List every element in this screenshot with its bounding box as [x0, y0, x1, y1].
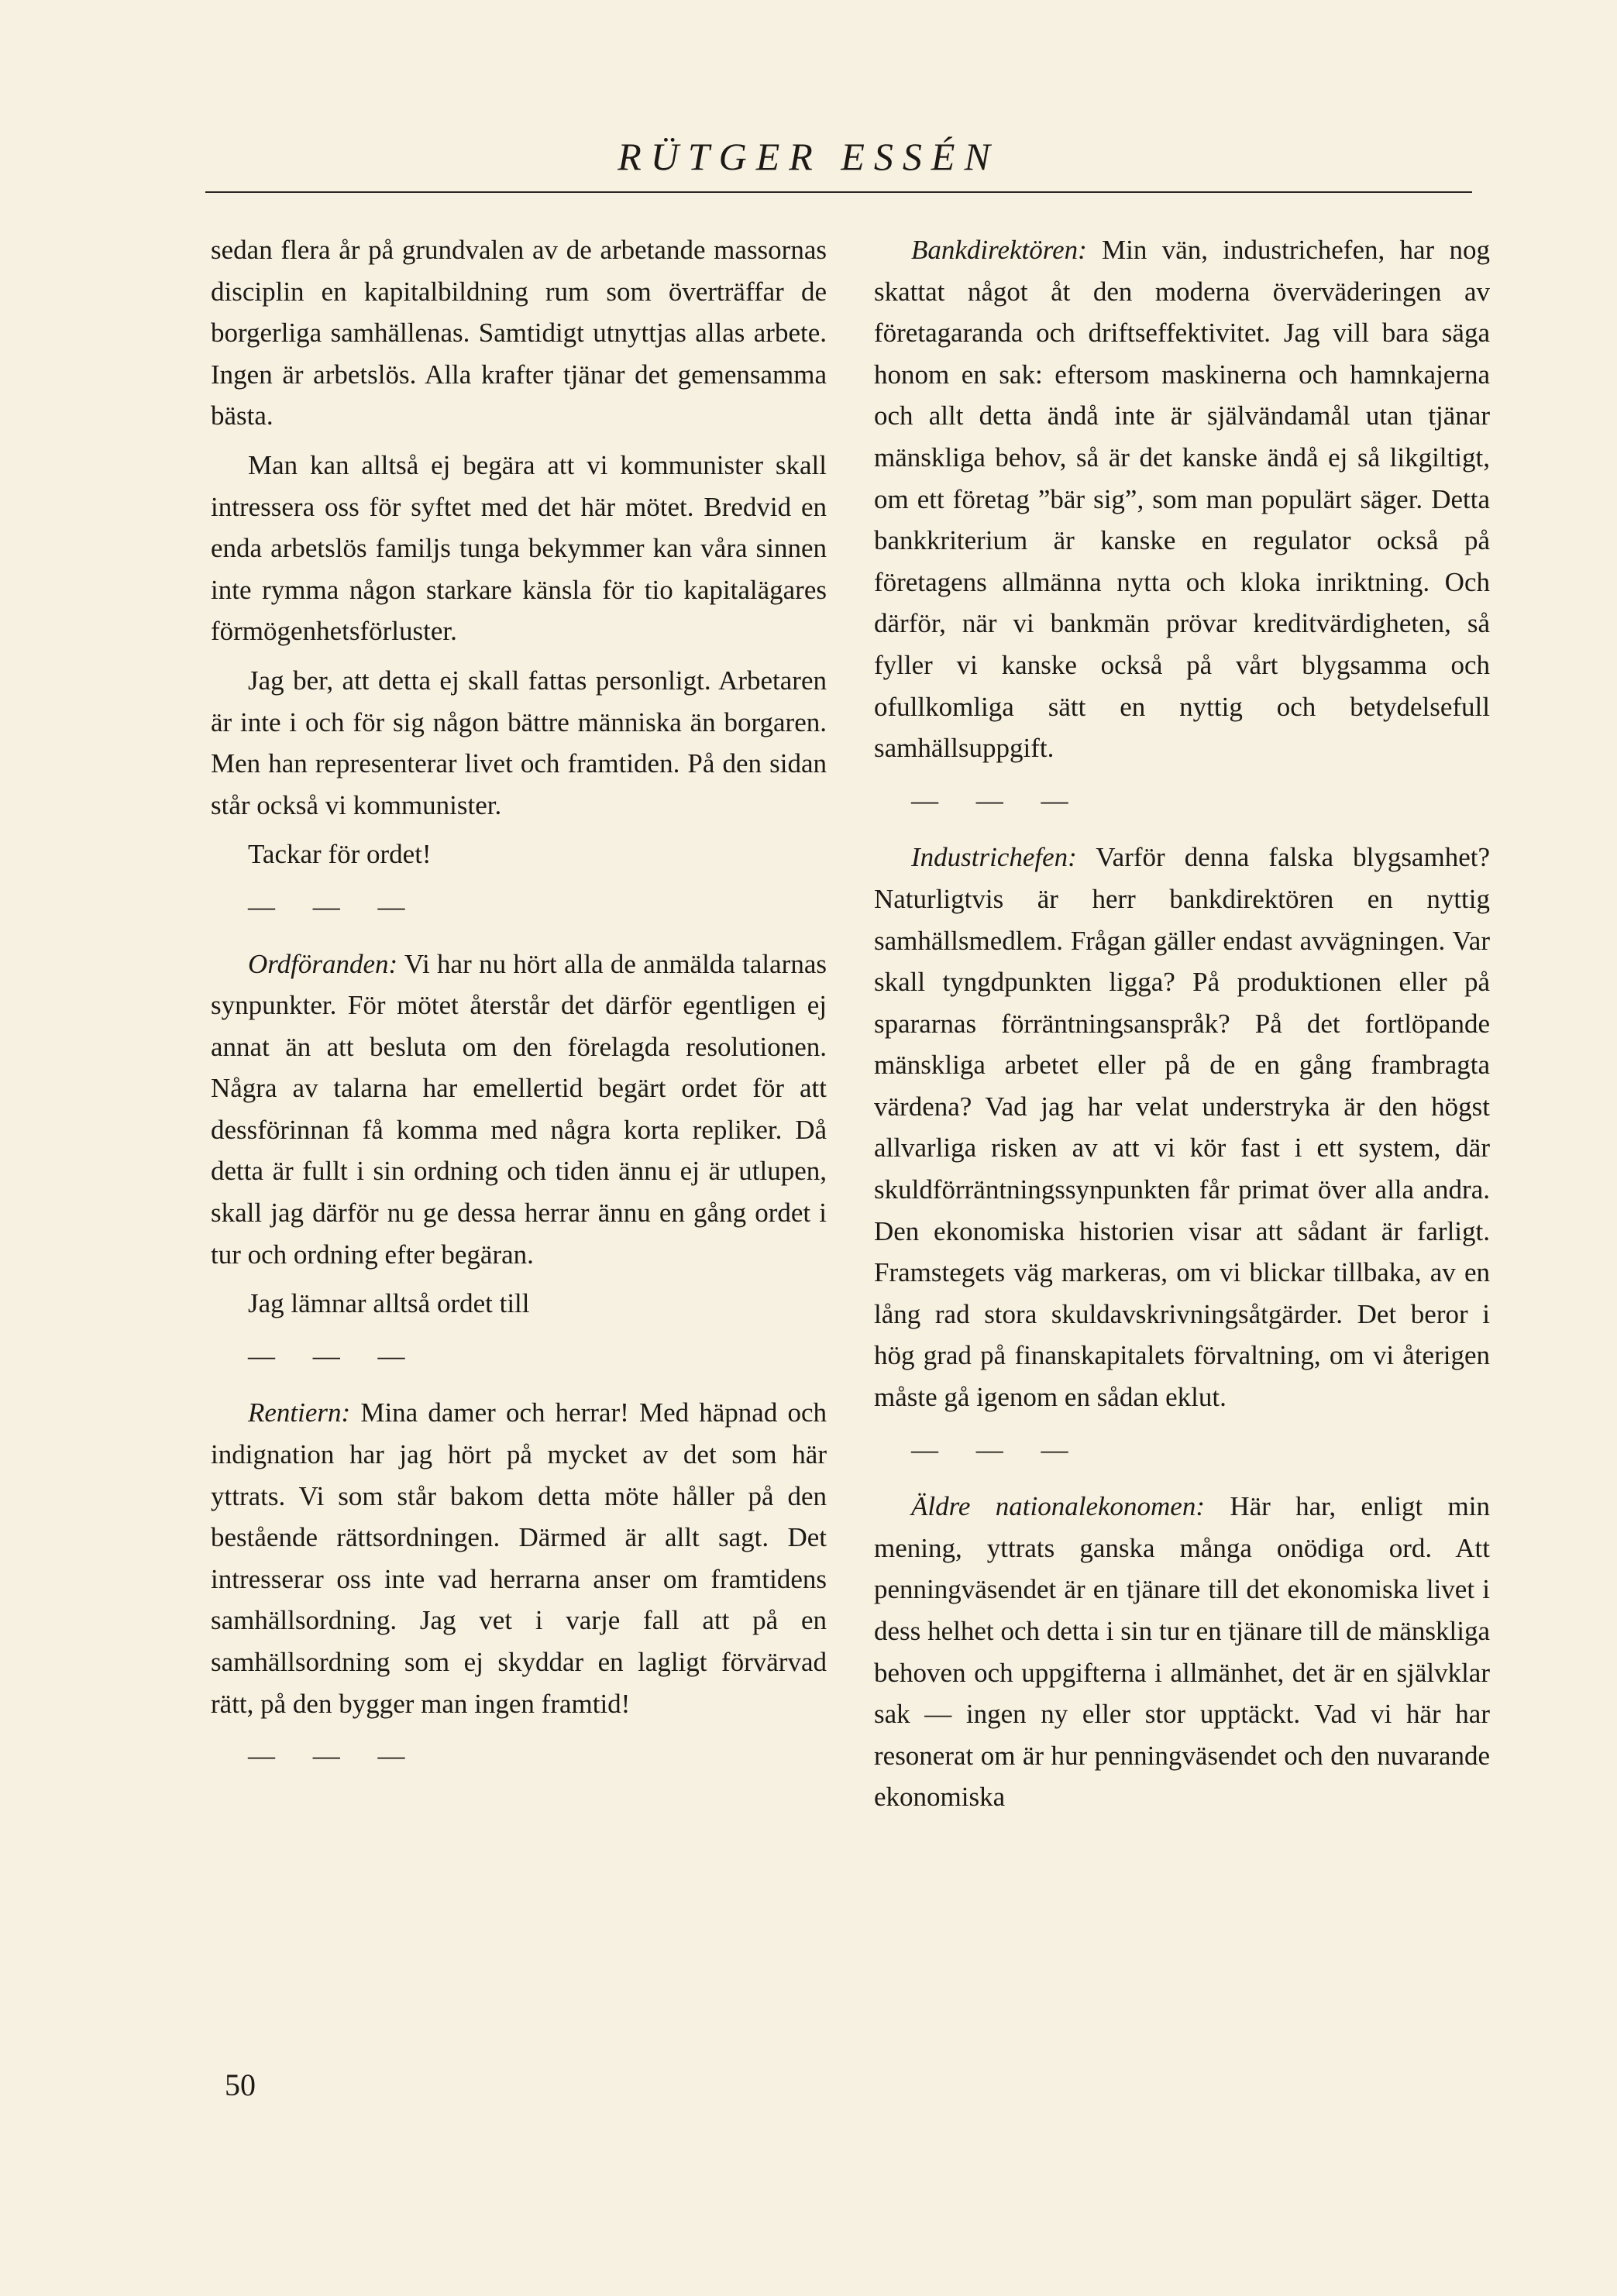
paragraph: Man kan alltså ej begära att vi kommunister skall intressera oss för syftet med det här mötet. Bredvid en enda arbetslös familjs tunga bekymmer kan våra sinnen inte rymma någon starkare känsla för tio kapitalägares förmögenhetsförluster. [211, 449, 827, 647]
speech-paragraph [874, 1486, 1490, 1818]
running-header: RÜTGER ESSÉN [618, 135, 999, 178]
paragraph: Jag ber, att detta ej skall fattas personligt. Arbetaren är inte i och för sig någon bättre människa än borgaren. Men han representerar livet och framtiden. På den sidan står också vi kommunister. [211, 665, 827, 820]
speech-paragraph [211, 1392, 827, 1724]
speaker-name: Industrichefen: [911, 842, 1077, 873]
paragraph: sedan flera år på grundvalen av de arbetande massornas disciplin en kapitalbildning rum som överträffar de borgerliga samhällenas. Samtidigt utnyttjas allas arbete. Ingen är arbetslös. Alla krafter tjänar det gemensamma bästa. [211, 235, 827, 431]
speech-paragraph [874, 837, 1490, 1418]
section-separator: — — — [248, 1741, 421, 1772]
page-number: 50 [225, 2067, 256, 2102]
right-column [874, 229, 1490, 1818]
speech-text: Vi har nu hört alla de anmälda talarnas synpunkter. För mötet återstår det därför egentligen ej annat än att besluta om den förelagda resolutionen. Några av talarna har emellertid begärt ordet för att dessförinnan få komma med några korta repliker. Då detta är fullt i sin ordning och tiden ännu ej är utlupen, skall jag därför nu ge dessa herrar ännu en gång ordet i tur och ordning efter begäran. [211, 948, 827, 1270]
section-separator: — — — [911, 1434, 1084, 1465]
speech-text: Min vän, industrichefen, har nog skattat något åt den moderna överväderingen av företagaranda och driftseffektivitet. Jag vill bara säga honom en sak: eftersom maskinerna och hamnkajerna och allt detta ändå inte är självändamål utan tjänar mänskliga behov, så är det kanske ändå ej så likgiltigt, om ett företag ”bär sig”, som man populärt säger. Detta bankkriterium är kanske en regulator också på företagens allmänna nytta och kloka inriktning. Och därför, när vi bankmän prövar kreditvärdigheten, så fyller vi kanske också på vårt blygsamma och ofullkomliga sätt en nyttig och betydelsefull samhällsuppgift. [874, 235, 1490, 764]
section-separator: — — — [248, 891, 421, 922]
speech-text: Mina damer och herrar! Med häpnad och indignation har jag hört på mycket av det som här yttrats. Vi som står bakom detta möte håller på den bestående rättsordningen. Därmed är allt sagt. Det intresserar oss inte vad herrarna anser om framtidens samhällsordning. Jag vet i varje fall att på en samhällsordning som ej skyddar en lagligt förvärvad rätt, på den bygger man ingen framtid! [211, 1397, 827, 1719]
speaker-name: Rentiern: [248, 1397, 351, 1428]
speaker-name: Äldre nationalekonomen: [911, 1491, 1205, 1522]
paragraph: Jag lämnar alltså ordet till [248, 1288, 530, 1319]
section-separator: — — — [911, 785, 1084, 816]
section-separator: — — — [248, 1340, 421, 1371]
speech-text: Här har, enligt min mening, yttrats ganska många onödiga ord. Att penningväsendet är en tjänare till det ekonomiska livet i dess helhet och detta i sin tur en tjänare till de mänskliga behoven och uppgifterna i allmänhet, det är en självklar sak — ingen ny eller stor upptäckt. Vad vi här har resonerat om är hur penningväsendet och den nuvarande ekonomiska [874, 1491, 1490, 1813]
left-column [211, 229, 827, 1792]
header-rule [205, 191, 1472, 193]
speaker-name: Ordföranden: [248, 948, 398, 979]
speaker-name: Bankdirektören: [911, 235, 1087, 265]
speech-text: Varför denna falska blygsamhet? Naturligtvis är herr bankdirektören en nyttig samhällsmedlem. Frågan gäller endast avvägningen. Var skall tyngdpunkten ligga? På produktionen eller på spararnas förräntningsanspråk? På det fortlöpande mänskliga arbetet eller på de en gång frambragta värdena? Vad jag har velat understryka är den högst allvarliga risken av att vi kör fast i ett system, där skuldförräntningssynpunkten får primat över alla andra. Den ekonomiska historien visar att sådant är farligt. Framstegets väg markeras, om vi blickar tillbaka, av en lång rad stora skuldavskrivningsåtgärder. Det beror i hög grad på finanskapitalets förvaltning, om vi återigen måste gå igenom en sådan eklut. [874, 842, 1490, 1413]
speech-paragraph [211, 943, 827, 1276]
paragraph: Tackar för ordet! [248, 839, 432, 870]
speech-paragraph [874, 229, 1490, 769]
